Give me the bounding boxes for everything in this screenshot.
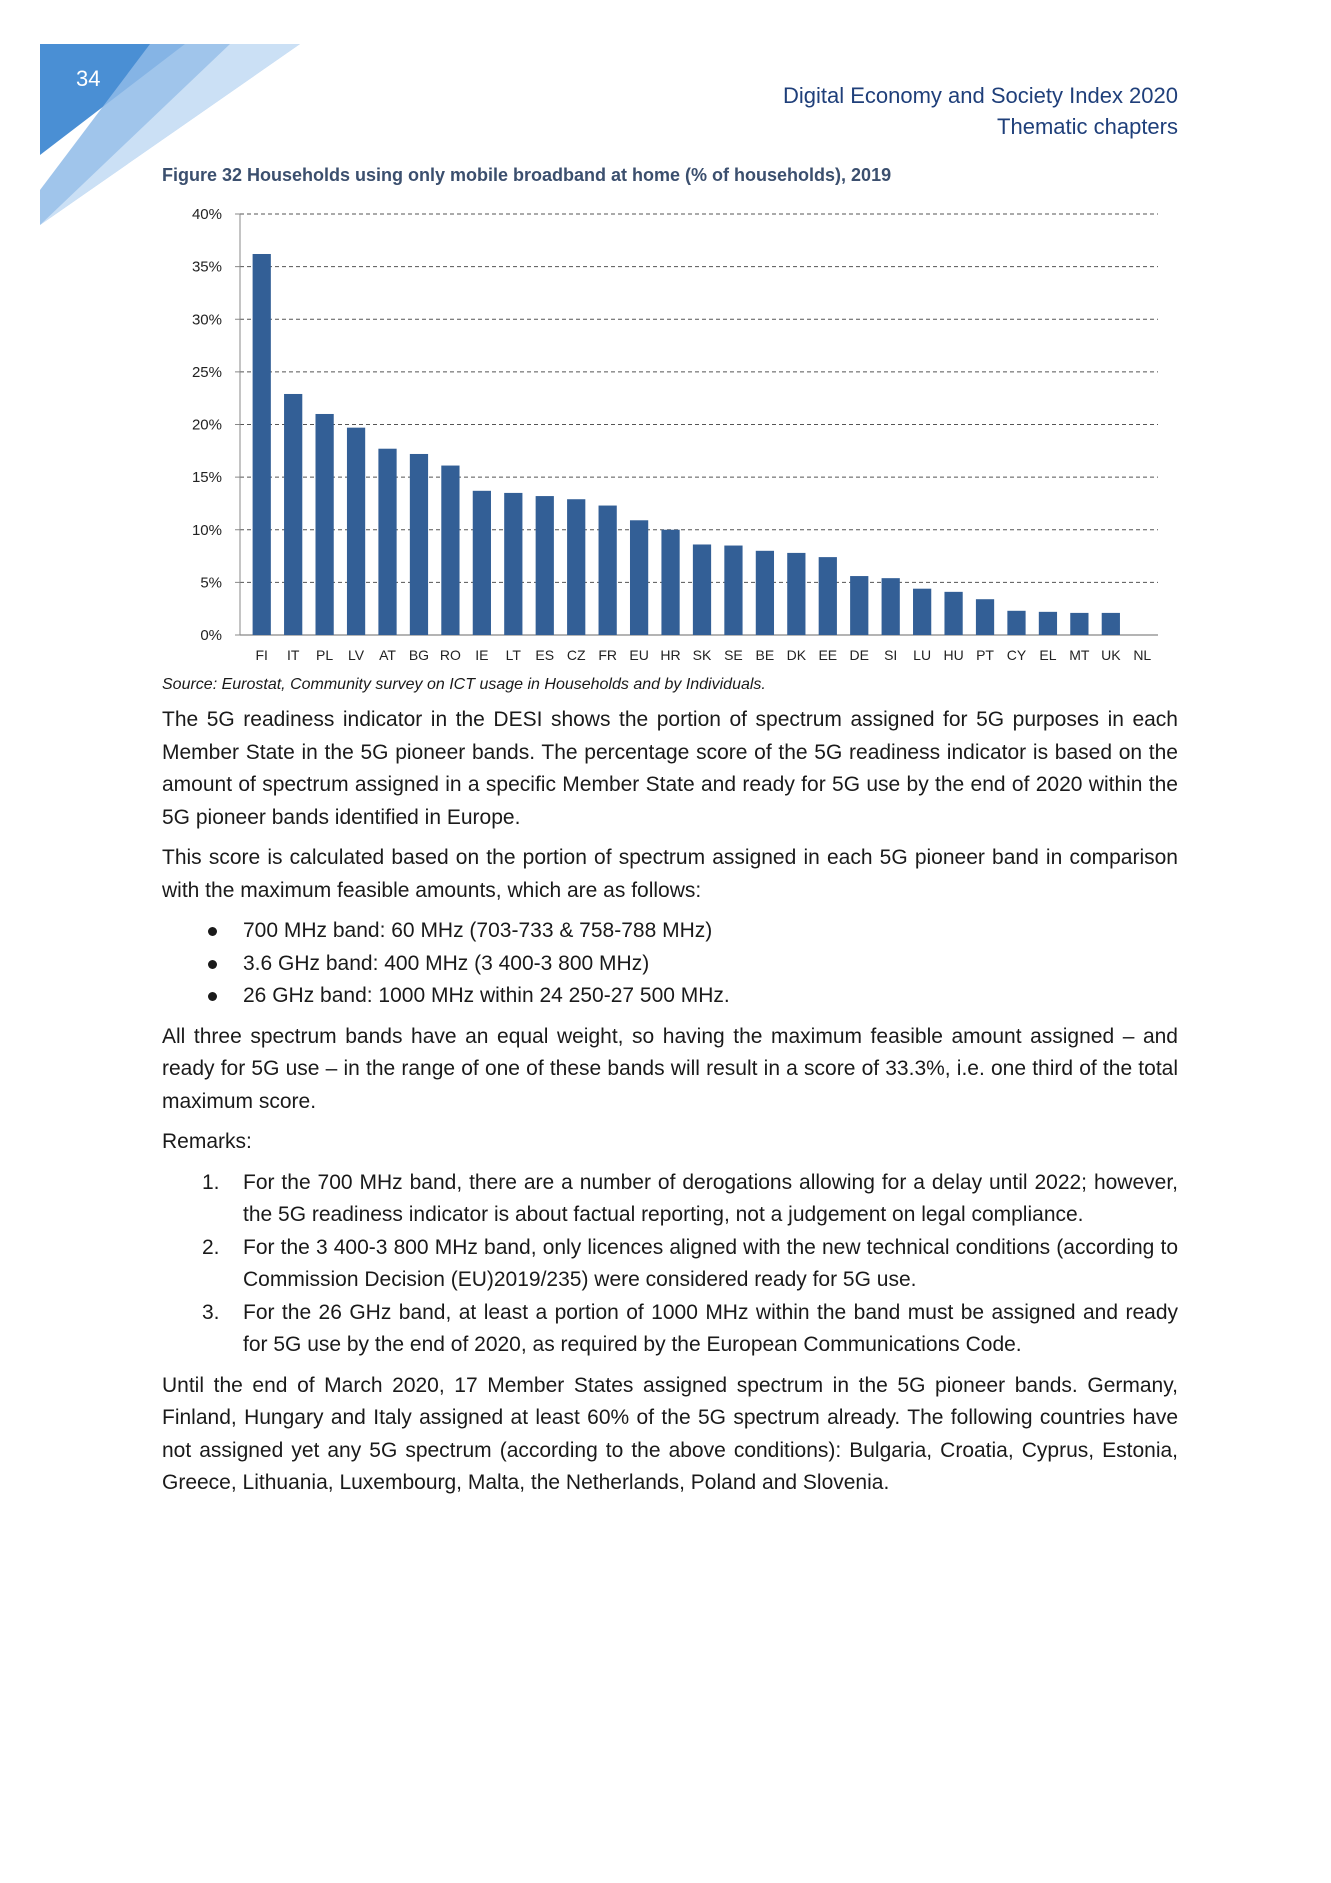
bar-it xyxy=(284,394,302,635)
remarks-list xyxy=(162,1167,1178,1362)
x-tick-label: SE xyxy=(724,647,743,663)
bar-eu xyxy=(630,520,648,635)
bar-uk xyxy=(1102,613,1120,635)
bar-ro xyxy=(441,466,459,635)
list-item: 700 MHz band: 60 MHz (703-733 & 758-788 MHz) xyxy=(162,915,1178,948)
bar-dk xyxy=(787,553,805,635)
x-tick-label: BE xyxy=(755,647,775,663)
x-tick-label: HU xyxy=(943,647,964,663)
bullet-icon xyxy=(208,927,217,936)
figure-title: Figure 32 Households using only mobile broadband at home (% of households), 2019 xyxy=(162,165,892,185)
x-tick-label: DK xyxy=(786,647,807,663)
figure-source: Source: Eurostat, Community survey on ICT usage in Households and by Individuals. xyxy=(162,676,766,693)
bar-cy xyxy=(1007,611,1025,635)
y-tick-label: 20% xyxy=(191,416,222,434)
x-tick-label: LU xyxy=(913,647,932,663)
bar-fr xyxy=(599,506,617,635)
list-item: 26 GHz band: 1000 MHz within 24 250-27 500 MHz. xyxy=(162,980,1178,1013)
body-text xyxy=(162,704,1178,1508)
bar-lu xyxy=(913,589,931,635)
bar-de xyxy=(850,576,868,635)
x-tick-label: IT xyxy=(286,647,300,663)
x-tick-label: AT xyxy=(379,647,396,663)
document-header xyxy=(783,80,1178,142)
x-tick-label: PT xyxy=(976,647,994,663)
y-tick-label: 15% xyxy=(191,469,222,487)
bar-bg xyxy=(410,454,428,635)
x-tick-label: SK xyxy=(692,647,712,663)
bar-mt xyxy=(1070,613,1088,635)
bar-lv xyxy=(347,428,365,635)
bar-ie xyxy=(473,491,491,635)
x-tick-label: HR xyxy=(660,647,681,663)
x-tick-label: FI xyxy=(255,647,268,663)
paragraph-intro: The 5G readiness indicator in the DESI shows the portion of spectrum assigned for 5G purposes in each Member State in the 5G pioneer bands. The percentage score of the 5G readiness indicator is based on the amount of spectrum assigned in a specific Member State and ready for 5G use by the end of 2020 within the 5G pioneer bands identified in Europe. xyxy=(162,708,1178,829)
bar-chart xyxy=(150,200,1180,670)
bar-fi xyxy=(253,254,271,635)
bar-lt xyxy=(504,493,522,635)
x-tick-label: EU xyxy=(629,647,649,663)
list-item: 3.6 GHz band: 400 MHz (3 400-3 800 MHz) xyxy=(162,948,1178,981)
x-tick-label: EL xyxy=(1039,647,1057,663)
x-tick-label: BG xyxy=(408,647,430,663)
x-tick-label: IE xyxy=(475,647,489,663)
bar-si xyxy=(882,578,900,635)
x-tick-label: CZ xyxy=(566,647,586,663)
x-tick-label: LV xyxy=(348,647,365,663)
bar-ee xyxy=(819,557,837,635)
bar-pt xyxy=(976,599,994,635)
x-tick-label: ES xyxy=(535,647,555,663)
x-tick-label: CY xyxy=(1006,647,1027,663)
page-number: 34 xyxy=(76,66,101,91)
paragraph-score: This score is calculated based on the portion of spectrum assigned in each 5G pioneer band in comparison with the maximum feasible amounts, which are as follows: xyxy=(162,846,1178,902)
x-tick-label: SI xyxy=(884,647,898,663)
x-tick-label: EE xyxy=(818,647,838,663)
remarks-label: Remarks: xyxy=(162,1130,252,1153)
bar-hr xyxy=(661,530,679,635)
list-item: 1. For the 700 MHz band, there are a number of derogations allowing for a delay until 2022; however, the 5G readiness indicator is about factual reporting, not a judgement on legal compliance. xyxy=(202,1170,1178,1226)
bar-se xyxy=(724,546,742,635)
x-tick-label: NL xyxy=(1133,647,1152,663)
bar-at xyxy=(378,449,396,635)
header-subtitle: Thematic chapters xyxy=(997,114,1178,139)
bullet-icon xyxy=(208,992,217,1001)
bar-cz xyxy=(567,499,585,635)
y-tick-label: 10% xyxy=(191,521,222,539)
y-tick-label: 40% xyxy=(191,206,222,223)
x-tick-label: LT xyxy=(505,647,521,663)
y-tick-label: 0% xyxy=(200,627,222,644)
y-tick-label: 25% xyxy=(191,363,222,381)
header-title: Digital Economy and Society Index 2020 xyxy=(782,83,1178,108)
x-tick-label: UK xyxy=(1101,647,1121,663)
paragraph-weights: All three spectrum bands have an equal weight, so having the maximum feasible amount assigned – and ready for 5G use – in the range of one of these bands will result in a score of 33.3%, i.e. one third of the total maximum score. xyxy=(162,1024,1178,1113)
bar-pl xyxy=(316,414,334,635)
list-item: 2. For the 3 400-3 800 MHz band, only licences aligned with the new technical conditions (according to Commission Decision (EU)2019/235) were considered ready for 5G use. xyxy=(202,1235,1178,1291)
x-tick-label: MT xyxy=(1069,647,1090,663)
y-tick-label: 35% xyxy=(191,258,222,276)
bar-hu xyxy=(944,592,962,635)
bullet-icon xyxy=(208,960,217,969)
bar-be xyxy=(756,551,774,635)
x-tick-label: FR xyxy=(598,647,617,663)
x-tick-label: DE xyxy=(849,647,869,663)
bar-sk xyxy=(693,544,711,635)
y-tick-label: 5% xyxy=(200,574,222,592)
list-item: 3. For the 26 GHz band, at least a portion of 1000 MHz within the band must be assigned and ready for 5G use by the end of 2020, as required by the European Communications Code. xyxy=(202,1300,1178,1356)
x-tick-label: PL xyxy=(316,647,334,663)
x-tick-label: RO xyxy=(439,647,461,663)
y-tick-label: 30% xyxy=(191,311,222,329)
band-list xyxy=(162,915,1178,1013)
bar-es xyxy=(536,496,554,635)
bar-el xyxy=(1039,612,1057,635)
paragraph-conclusion: Until the end of March 2020, 17 Member States assigned spectrum in the 5G pioneer bands. Germany, Finland, Hungary and Italy assigned at least 60% of the 5G spectrum already. The following countries have not assigned yet any 5G spectrum (according to the above conditions): Bulgaria, Croatia, Cyprus, Estonia, Greece, Lithuania, Luxembourg, Malta, the Netherlands, Poland and Slovenia. xyxy=(162,1373,1178,1494)
